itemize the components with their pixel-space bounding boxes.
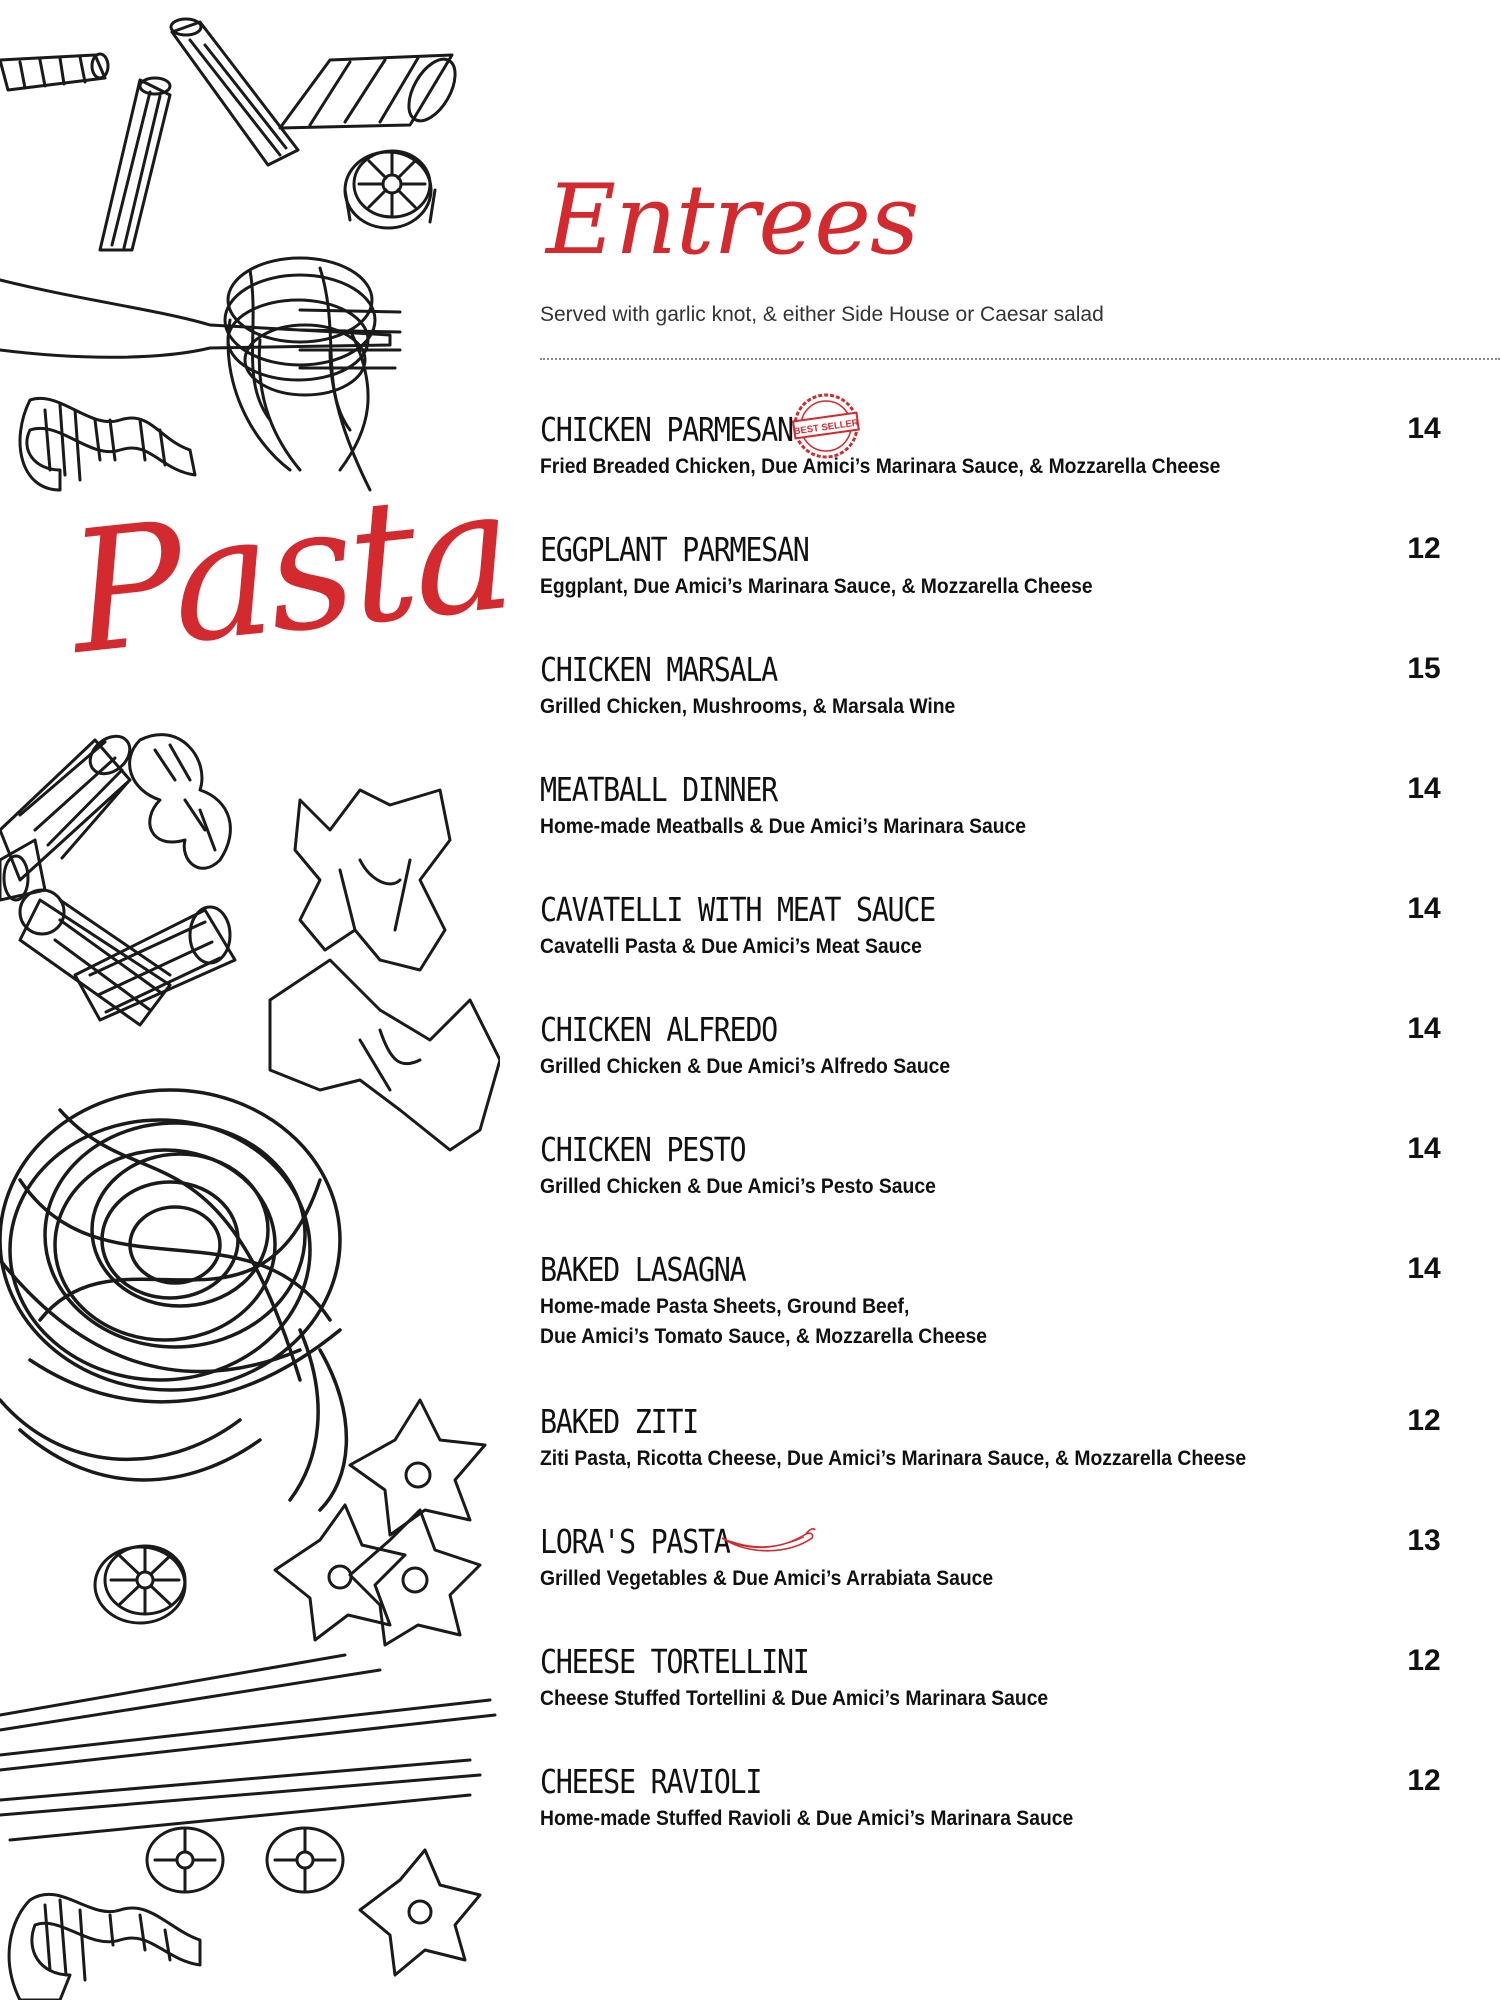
- menu-item-name: CHEESE RAVIOLI: [540, 1762, 762, 1801]
- best-seller-label: BEST SELLER: [793, 417, 860, 438]
- category-title: Pasta: [60, 451, 519, 692]
- menu-item-name: CHICKEN MARSALA: [540, 650, 777, 689]
- menu-item-price: 14: [1407, 1012, 1441, 1045]
- menu-item-description: Home-made Pasta Sheets, Ground Beef, Due Amici’s Tomato Sauce, & Mozzarella Cheese: [540, 1295, 988, 1348]
- campanelle-sketch: [20, 398, 195, 490]
- section-subtitle: Served with garlic knot, & either Side House or Caesar salad: [540, 303, 1104, 326]
- spaghetti-nest-sketch: [0, 1090, 346, 1510]
- menu-item-name: BAKED LASAGNA: [540, 1250, 746, 1289]
- menu-item-price: 14: [1407, 892, 1441, 925]
- chili-pepper-icon: [720, 1526, 816, 1556]
- penne-sketch: [280, 52, 465, 129]
- stelle-sketch: [350, 1400, 485, 1535]
- menu-item-price: 13: [1407, 1524, 1441, 1557]
- menu-item-description: Home-made Meatballs & Due Amici’s Marinara Sauce: [540, 815, 1027, 838]
- fork-with-spaghetti-sketch: [0, 258, 400, 490]
- menu-item-description: Grilled Chicken & Due Amici’s Pesto Sauce: [540, 1175, 936, 1198]
- menu-item-price: 12: [1407, 1764, 1441, 1797]
- menu-item-price: 12: [1407, 1404, 1441, 1437]
- menu-item-name: CHICKEN ALFREDO: [540, 1010, 777, 1049]
- menu-item-name: LORA'S PASTA: [540, 1522, 730, 1561]
- farfalle-sketch: [295, 790, 450, 970]
- rigatoni-sketch: [20, 890, 170, 1025]
- menu-item-name: CHICKEN PARMESAN: [540, 410, 793, 449]
- menu-item: [540, 1402, 1500, 1474]
- menu-item-price: 14: [1407, 412, 1441, 445]
- menu-item-name: MEATBALL DINNER: [540, 770, 777, 809]
- menu-item: [540, 650, 1500, 722]
- stelle-sketch: [350, 1510, 480, 1645]
- menu-item-price: 14: [1407, 772, 1441, 805]
- dry-spaghetti-sketch: [0, 1655, 495, 1840]
- pasta-illustration-column: [0, 0, 519, 2000]
- entrees-menu: [540, 0, 1500, 2000]
- penne-sketch: [171, 19, 298, 165]
- menu-item-name: BAKED ZITI: [540, 1402, 698, 1441]
- menu-item: [540, 1642, 1500, 1714]
- menu-item: [540, 1522, 1500, 1594]
- menu-item-price: 14: [1407, 1252, 1441, 1285]
- rotelle-sketch: [147, 1828, 223, 1892]
- menu-item-description: Eggplant, Due Amici’s Marinara Sauce, & Mozzarella Cheese: [540, 575, 1093, 598]
- menu-item-description: Cavatelli Pasta & Due Amici’s Meat Sauce: [540, 935, 922, 958]
- menu-item-description: Grilled Vegetables & Due Amici’s Arrabiata Sauce: [540, 1567, 994, 1590]
- section-title: Entrees: [546, 164, 919, 276]
- penne-sketch: [100, 78, 170, 250]
- campanelle-sketch: [9, 1894, 200, 2000]
- menu-item: [540, 770, 1500, 842]
- best-seller-badge: [792, 392, 860, 460]
- menu-item-price: 12: [1407, 532, 1441, 565]
- rotelle-sketch: [267, 1828, 343, 1892]
- menu-item: [540, 410, 1500, 482]
- menu-item-description: Grilled Chicken & Due Amici’s Alfredo Sauce: [540, 1055, 951, 1078]
- rotelle-sketch: [345, 151, 435, 228]
- rotelle-sketch: [95, 1546, 185, 1623]
- menu-item-description: Fried Breaded Chicken, Due Amici’s Marinara Sauce, & Mozzarella Cheese: [540, 455, 1221, 478]
- menu-item: [540, 1010, 1500, 1082]
- stelle-sketch: [275, 1505, 405, 1640]
- penne-sketch: [0, 54, 108, 90]
- menu-item: [540, 1130, 1500, 1202]
- campanelle-sketch: [130, 735, 231, 869]
- menu-item-description: Ziti Pasta, Ricotta Cheese, Due Amici’s Marinara Sauce, & Mozzarella Cheese: [540, 1447, 1247, 1470]
- stelle-sketch: [360, 1850, 480, 1975]
- menu-item-name: CHEESE TORTELLINI: [540, 1642, 809, 1681]
- menu-item-price: 12: [1407, 1644, 1441, 1677]
- menu-item-name: CHICKEN PESTO: [540, 1130, 746, 1169]
- pasta-sketch-illustration: [0, 0, 500, 2000]
- dotted-divider: [540, 358, 1500, 360]
- menu-item-name: CAVATELLI WITH MEAT SAUCE: [540, 890, 935, 929]
- menu-item-price: 15: [1407, 652, 1441, 685]
- menu-item: [540, 1762, 1500, 1834]
- menu-item-description: Grilled Chicken, Mushrooms, & Marsala Wine: [540, 695, 956, 718]
- menu-item: [540, 530, 1500, 602]
- farfalle-sketch: [270, 960, 500, 1150]
- menu-item: [540, 890, 1500, 962]
- menu-item-description: Cheese Stuffed Tortellini & Due Amici’s Marinara Sauce: [540, 1687, 1049, 1710]
- menu-item: [540, 1250, 1500, 1352]
- menu-item-price: 14: [1407, 1132, 1441, 1165]
- menu-item-description: Home-made Stuffed Ravioli & Due Amici’s Marinara Sauce: [540, 1807, 1074, 1830]
- menu-item-name: EGGPLANT PARMESAN: [540, 530, 809, 569]
